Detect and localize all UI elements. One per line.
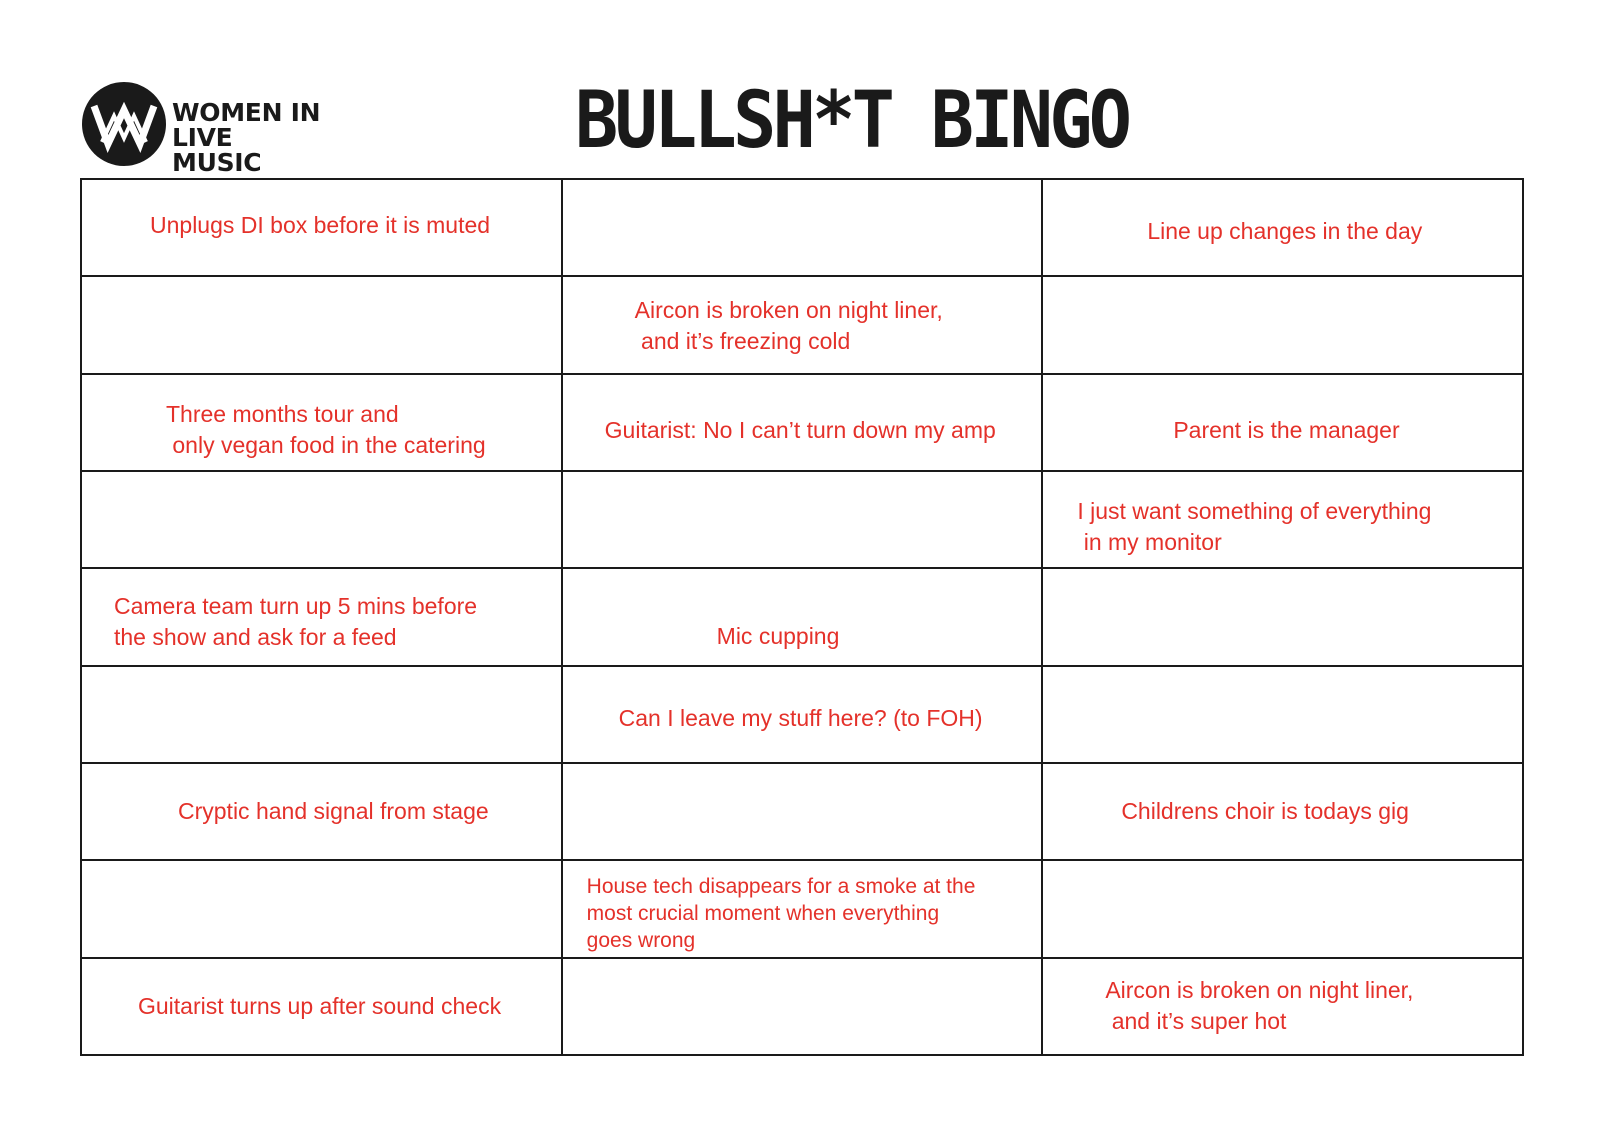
bingo-cell[interactable] xyxy=(81,374,562,471)
bingo-cell[interactable] xyxy=(1042,958,1523,1055)
bingo-cell[interactable] xyxy=(81,666,562,763)
bingo-cell[interactable] xyxy=(562,763,1043,860)
bingo-cell[interactable] xyxy=(1042,471,1523,568)
bingo-cell[interactable] xyxy=(81,471,562,568)
bingo-row xyxy=(81,471,1523,568)
bingo-cell-text: Guitarist: No I can’t turn down my amp xyxy=(604,416,996,443)
bingo-cell[interactable] xyxy=(1042,179,1523,276)
bingo-cell[interactable] xyxy=(562,958,1043,1055)
bingo-cell[interactable] xyxy=(81,568,562,665)
logo-text xyxy=(172,100,380,175)
bingo-cell[interactable] xyxy=(562,179,1043,276)
bingo-cell[interactable] xyxy=(1042,374,1523,471)
bingo-row xyxy=(81,958,1523,1055)
bingo-cell-text: House tech disappears for a smoke at the most crucial moment when everything goes wrong xyxy=(586,875,976,953)
bingo-cell[interactable] xyxy=(1042,568,1523,665)
logo xyxy=(80,80,380,177)
bingo-cell[interactable] xyxy=(562,471,1043,568)
bingo-row xyxy=(81,860,1523,957)
bingo-cell[interactable] xyxy=(81,763,562,860)
bingo-cell-text: Line up changes in the day xyxy=(1147,218,1423,244)
bingo-cell-text: Childrens choir is todays gig xyxy=(1121,797,1409,824)
bingo-row xyxy=(81,763,1523,860)
bingo-cell[interactable] xyxy=(81,860,562,957)
page-title: BULLSH*T BINGO xyxy=(575,76,1129,166)
bingo-cell[interactable] xyxy=(562,568,1043,665)
bingo-row xyxy=(81,568,1523,665)
bingo-cell[interactable] xyxy=(562,860,1043,957)
bingo-cell[interactable] xyxy=(562,276,1043,373)
bingo-grid xyxy=(80,178,1524,1056)
bingo-cell[interactable] xyxy=(81,958,562,1055)
bingo-cell[interactable] xyxy=(1042,860,1523,957)
bingo-cell[interactable] xyxy=(1042,763,1523,860)
bingo-row xyxy=(81,276,1523,373)
bingo-cell-text: Cryptic hand signal from stage xyxy=(178,797,489,824)
bingo-cell-text: Aircon is broken on night liner, and it’s super hot xyxy=(1105,976,1414,1034)
bingo-cell-text: Parent is the manager xyxy=(1173,416,1400,443)
bingo-row xyxy=(81,374,1523,471)
bingo-cell-text: Can I leave my stuff here? (to FOH) xyxy=(618,704,983,731)
bingo-cell[interactable] xyxy=(1042,276,1523,373)
logo-line-2: MUSIC xyxy=(172,148,262,177)
bingo-cell-text: Guitarist turns up after sound check xyxy=(138,992,502,1019)
bingo-cell[interactable] xyxy=(81,179,562,276)
bingo-row xyxy=(81,179,1523,276)
bingo-cell[interactable] xyxy=(81,276,562,373)
bingo-cell-text: Mic cupping xyxy=(716,623,840,650)
bingo-cell-text: Camera team turn up 5 mins before the show and ask for a feed xyxy=(114,593,478,651)
wilm-logo-icon xyxy=(80,80,168,168)
bingo-cell[interactable] xyxy=(562,666,1043,763)
bingo-cell[interactable] xyxy=(562,374,1043,471)
bingo-cell-text: Aircon is broken on night liner, and it’s freezing cold xyxy=(634,297,943,355)
bingo-cell-text: I just want something of everything in my monitor xyxy=(1077,497,1432,555)
logo-line-1: WOMEN IN LIVE xyxy=(172,98,321,152)
bingo-cell-text: Three months tour and only vegan food in the catering xyxy=(166,400,486,458)
bingo-cell[interactable] xyxy=(1042,666,1523,763)
bingo-row xyxy=(81,666,1523,763)
bingo-cell-text: Unplugs DI box before it is muted xyxy=(150,212,491,238)
